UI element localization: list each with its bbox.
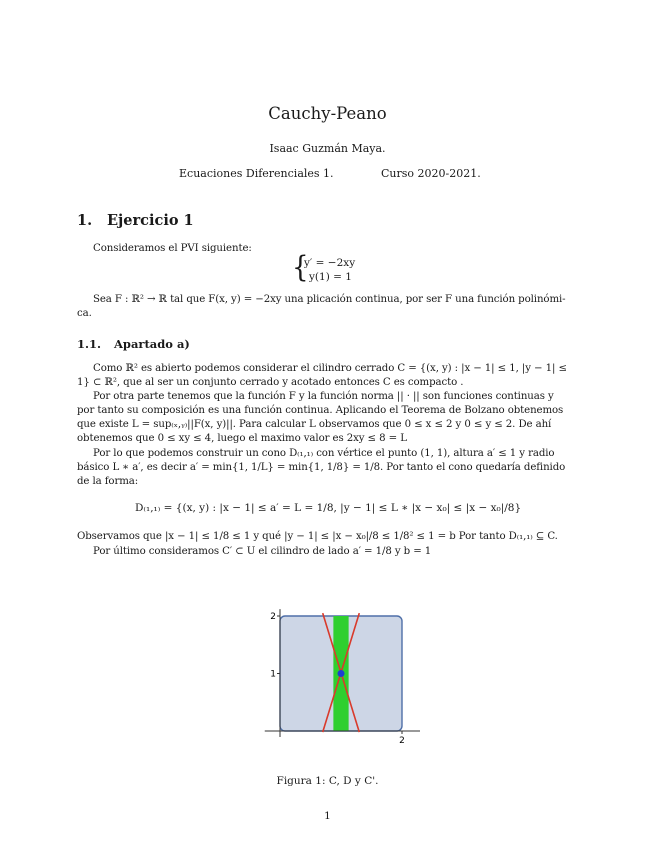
system-brace: { [292, 251, 309, 285]
y-tick-label: 2 [270, 612, 276, 622]
subsection-heading [77, 337, 190, 351]
cone-vertex-point [338, 670, 345, 677]
after-eq-line: Observamos que |x − 1| ≤ 1/8 ≤ 1 y qué |y − 1| ≤ |x − x₀|/8 ≤ 1/8² ≤ 1 = b Por tanto D₍₁,₁₎ ⊆ C. [77, 531, 558, 542]
x-tick-label: 2 [399, 736, 405, 746]
section-number: 1. [77, 212, 93, 229]
body-line: por tanto su composición es una función continua. Aplicando el Teorema de Bolzano obtenemos [77, 405, 564, 416]
body-line: Por otra parte tenemos que la función F y la función norma || · || son funciones continuas y [93, 391, 554, 402]
body-line: obtenemos que 0 ≤ xy ≤ 4, luego el maximo valor es 2xy ≤ 8 = L [77, 433, 407, 444]
after-eq-line: Por último consideramos C′ ⊂ U el cilindro de lado a′ = 1/8 y b = 1 [93, 546, 432, 557]
paragraph-f-line: ca. [77, 308, 92, 319]
intro-text: Consideramos el PVI siguiente: [93, 243, 252, 254]
section-heading [77, 212, 194, 229]
body-line: 1} ⊂ ℝ², que al ser un conjunto cerrado y acotado entonces C es compacto . [77, 377, 464, 388]
body-line: que existe L = sup₍ₓ,ᵧ₎||F(x, y)||. Para calcular L observamos que 0 ≤ x ≤ 2 y 0 ≤ y ≤ 2. De ahí [77, 419, 552, 430]
system-eq-2: y(1) = 1 [309, 271, 352, 283]
section-title: Ejercicio 1 [107, 212, 194, 229]
figure-caption: Figura 1: C, D y C'. [276, 775, 379, 787]
course-year: Curso 2020-2021. [381, 167, 481, 180]
document-author: Isaac Guzmán Maya. [269, 142, 386, 155]
display-equation: D₍₁,₁₎ = {(x, y) : |x − 1| ≤ a′ = L = 1/8, |y − 1| ≤ L ∗ |x − x₀| ≤ |x − x₀|/8} [135, 502, 522, 514]
body-line: de la forma: [77, 476, 139, 487]
page-number: 1 [324, 810, 331, 822]
body-line: básico L ∗ a′, es decir a′ = min{1, 1/L} = min{1, 1/8} = 1/8. Por tanto el cono quedaría definido [77, 462, 566, 473]
y-tick-label: 1 [270, 669, 276, 680]
figure-plot [240, 596, 420, 746]
paragraph-f-line: Sea F : ℝ² → ℝ tal que F(x, y) = −2xy una plicación continua, por ser F una función polinómi- [93, 294, 566, 305]
subsection-title: Apartado a) [114, 337, 190, 351]
body-line: Por lo que podemos construir un cono D₍₁,₁₎ con vértice el punto (1, 1), altura a′ ≤ 1 y radio [93, 448, 555, 459]
course-name: Ecuaciones Diferenciales 1. [179, 167, 334, 180]
system-eq-1: y′ = −2xy [304, 257, 356, 269]
document-title: Cauchy-Peano [268, 104, 387, 123]
subsection-number: 1.1. [77, 337, 102, 351]
body-line: Como ℝ² es abierto podemos considerar el cilindro cerrado C = {(x, y) : |x − 1| ≤ 1, |y − 1| ≤ [93, 363, 567, 374]
